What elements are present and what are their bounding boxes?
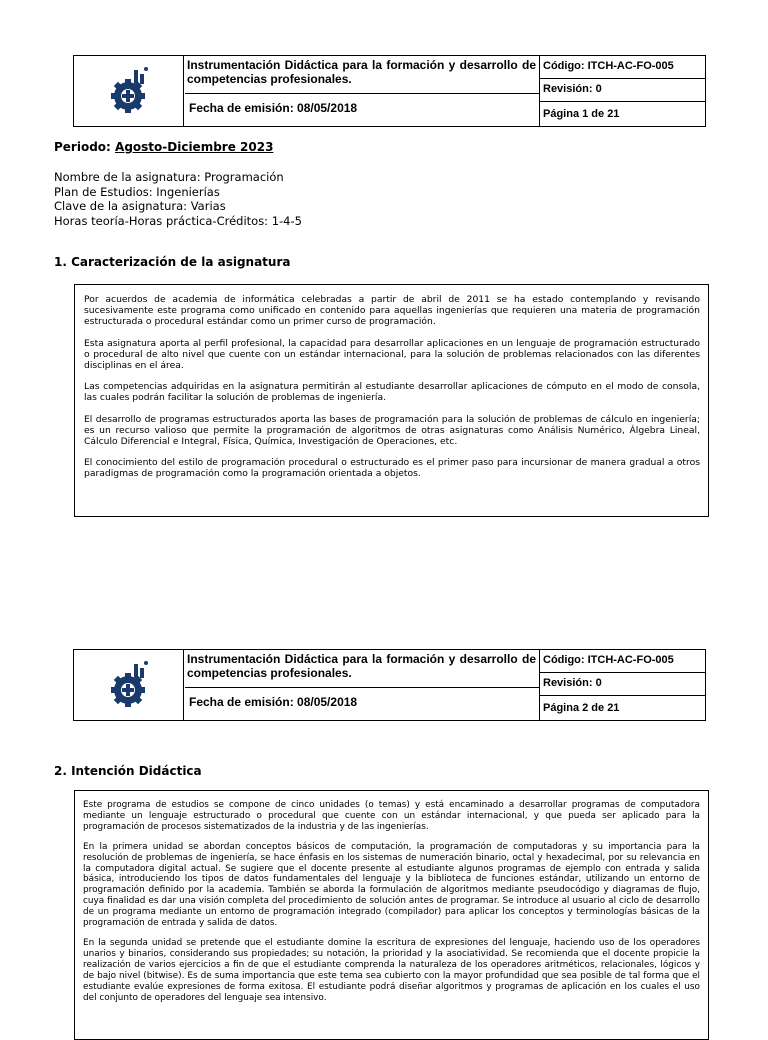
study-plan: Plan de Estudios: Ingenierías bbox=[54, 184, 220, 199]
course-info bbox=[54, 170, 302, 228]
header-title: Instrumentación Didáctica para la formación y desarrollo de competencias profesionales. bbox=[185, 56, 539, 94]
header-revision: Revisión: 0 bbox=[540, 673, 705, 696]
period-value: Agosto-Diciembre 2023 bbox=[115, 140, 274, 154]
section-1-box bbox=[74, 284, 709, 517]
institution-logo bbox=[74, 56, 184, 126]
course-hours: Horas teoría-Horas práctica-Créditos: 1-4-5 bbox=[54, 213, 302, 228]
paragraph: El conocimiento del estilo de programación procedural o estructurado es el primer paso para incursionar de manera gradual a otros paradigmas de programación como la programación orientada a objetos. bbox=[84, 457, 700, 480]
header-page-number: Página 1 de 21 bbox=[543, 108, 620, 120]
header-issue-date: Fecha de emisión: 08/05/2018 bbox=[189, 695, 358, 709]
gear-factory-icon bbox=[108, 660, 152, 708]
period-label: Periodo: bbox=[54, 140, 111, 154]
header-title: Instrumentación Didáctica para la formación y desarrollo de competencias profesionales. bbox=[185, 650, 539, 688]
course-name: Nombre de la asignatura: Programación bbox=[54, 170, 284, 184]
header-meta bbox=[539, 650, 705, 720]
header-revision: Revisión: 0 bbox=[540, 79, 705, 102]
header-issue-date: Fecha de emisión: 08/05/2018 bbox=[189, 101, 358, 115]
header-code: Código: ITCH-AC-FO-005 bbox=[540, 56, 705, 79]
paragraph: En la primera unidad se abordan conceptos básicos de computación, la programación de computadoras y su importancia para la resolución de problemas de ingeniería, se hace énfasis en los sistemas de numeración binario, octal y hexadecimal, por su relevancia en la computadora digital actual. Se sugiere que el docente presente al estudiante algunos programas de ejemplo con entrada y salida básica, introduciendo los tipos de datos fundamentales del lenguaje y la biblioteca de funciones estándar, utilizando un entorno de programación definido por la academia. También se aborda la formulación de algoritmos mediante pseudocódigo y diagramas de flujo, cuya finalidad es dar una visión completa del procedimiento de solución antes de programar. Se introduce al usuario al ciclo de desarrollo de un programa mediante un entorno de programación integrado (compilador) para aplicar los conceptos y terminologías básicas de la programación de entrada y salida de datos. bbox=[83, 841, 700, 929]
paragraph: Esta asignatura aporta al perfil profesional, la capacidad para desarrollar aplicaciones en un lenguaje de programación estructurado o procedural de alto nivel que cuente con un estándar internacional, para la solución de problemas relacionados con las diferentes disciplinas en el área. bbox=[84, 337, 700, 372]
institution-logo bbox=[74, 650, 184, 720]
header-code: Código: ITCH-AC-FO-005 bbox=[540, 650, 705, 673]
paragraph: Este programa de estudios se compone de cinco unidades (o temas) y está encaminado a desarrollar programas de computadora mediante un lenguaje estructurado o procedural que cuente con un estándar internacional, y que pueda ser aplicado para la programación de procesos sistematizados de la industria y de las ingenierías. bbox=[83, 800, 700, 832]
section-2-heading: 2. Intención Didáctica bbox=[54, 764, 202, 778]
paragraph: Por acuerdos de academia de informática celebradas a partir de abril de 2011 se ha estado contemplando y revisando sucesivamente este programa como unificado en contenido para aquellas ingenierías que requieren una materia de programación estructurada o procedural estándar como un primer curso de programación. bbox=[84, 294, 700, 328]
section-1-heading: 1. Caracterización de la asignatura bbox=[54, 255, 291, 269]
header-page-number: Página 2 de 21 bbox=[543, 702, 620, 714]
section-2-box bbox=[74, 790, 709, 1040]
gear-factory-icon bbox=[108, 66, 152, 114]
period bbox=[54, 140, 273, 154]
paragraph: Las competencias adquiridas en la asignatura permitirán al estudiante desarrollar aplicaciones de cómputo en el modo de consola, las cuales podrán facilitar la solución de problemas de ingeniería. bbox=[84, 381, 700, 404]
document-header bbox=[73, 649, 706, 721]
paragraph: El desarrollo de programas estructurados aporta las bases de programación para la solución de problemas de cálculo en ingeniería; es un recurso valioso que permite la programación de algoritmos de otras asignaturas como Análisis Numérico, Álgebra Lineal, Cálculo Diferencial e Integral, Física, Química, Investigación de Operaciones, etc. bbox=[84, 413, 700, 448]
course-key: Clave de la asignatura: Varias bbox=[54, 199, 226, 213]
document-header bbox=[73, 55, 706, 127]
paragraph: En la segunda unidad se pretende que el estudiante domine la escritura de expresiones del lenguaje, haciendo uso de los operadores unarios y binarios, considerando sus propiedades; su notación, la prioridad y la asociatividad. Se recomienda que el docente propicie la realización de varios ejercicios a fin de que el estudiante comprenda la naturaleza de los operadores aritméticos, relacionales, lógicos y de bajo nivel (bitwise). Es de suma importancia que este tema sea cubierto con la mayor profundidad que sea posible de tal forma que el estudiante evalúe expresiones de forma exitosa. El estudiante podrá diseñar algoritmos y programas de aplicación en los cuales el uso del conjunto de operadores del lenguaje sea intensivo. bbox=[83, 937, 700, 1003]
header-meta bbox=[539, 56, 705, 126]
